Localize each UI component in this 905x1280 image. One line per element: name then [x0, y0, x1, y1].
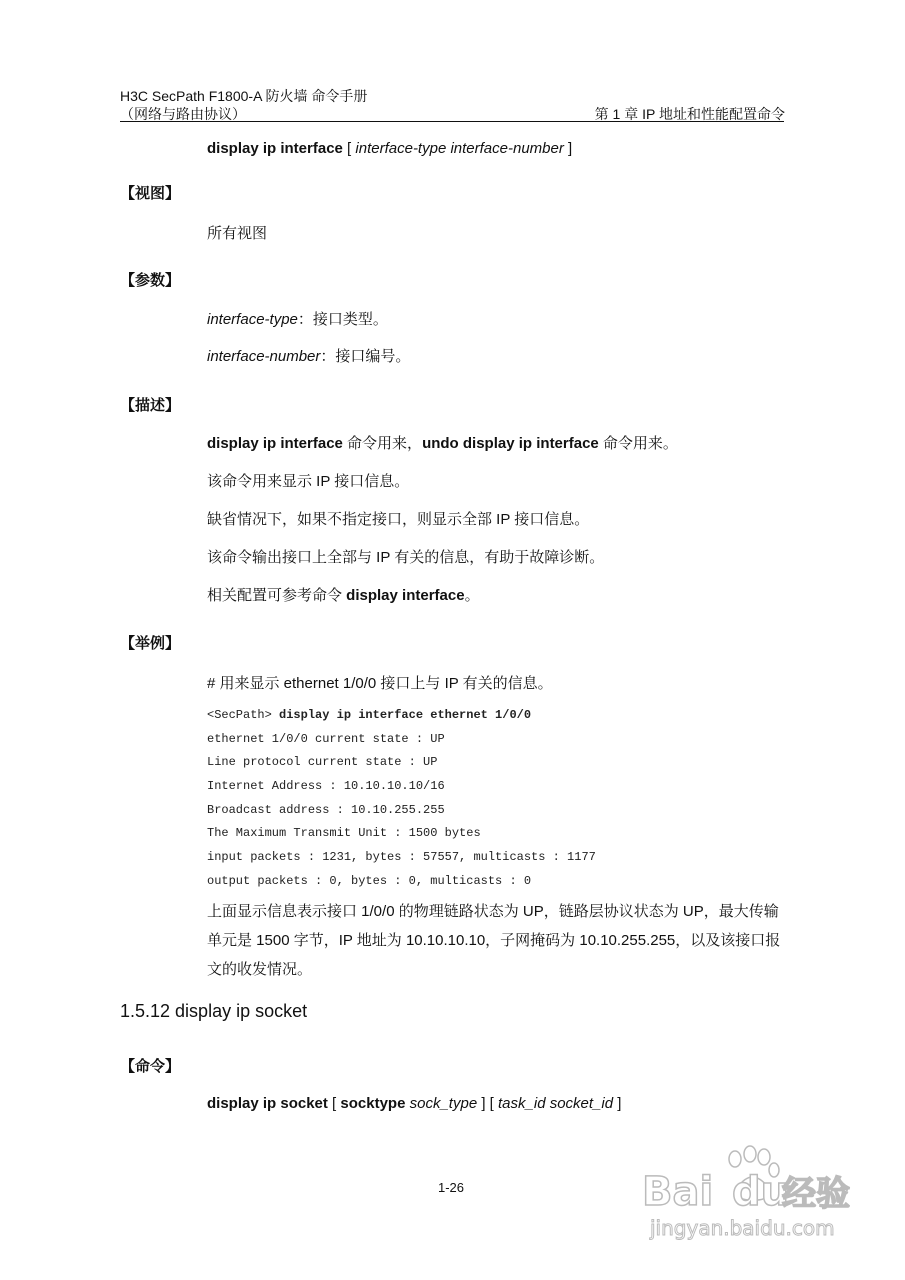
watermark-brand2: du: [732, 1169, 790, 1215]
description-line: 缺省情况下，如果不指定接口，则显示全部 IP 接口信息。: [207, 511, 590, 528]
watermark-url: jingyan.baidu.com: [650, 1216, 835, 1240]
socket-keyword: socktype: [340, 1095, 406, 1112]
code-command: display ip interface ethernet 1/0/0: [271, 708, 532, 722]
syntax-bracket: ] [: [477, 1095, 499, 1112]
view-text: 所有视图: [207, 225, 268, 242]
code-output-line: Line protocol current state : UP: [207, 755, 438, 769]
param-desc: ：接口类型。: [297, 311, 388, 328]
header-title: H3C SecPath F1800-A 防火墙 命令手册: [120, 88, 368, 104]
description-line: 该命令输出接口上全部与 IP 有关的信息，有助于故障诊断。: [207, 549, 605, 566]
description-text: 命令用来，: [342, 435, 423, 452]
syntax-close-bracket: ]: [563, 140, 573, 157]
example-intro: # 用来显示 ethernet 1/0/0 接口上与 IP 有关的信息。: [207, 675, 553, 692]
description-cmd: display interface: [346, 587, 465, 604]
example-explanation: 上面显示信息表示接口 1/0/0 的物理链路状态为 UP，链路层协议状态为 UP，最大传输单元是 1500 字节，IP 地址为 10.10.10.10，子网掩码为 10.10.255.255，以及该接口报文的收发情况。: [207, 903, 781, 978]
socket-syntax: [207, 1094, 621, 1114]
description-text: 命令用来。: [598, 435, 678, 452]
params-heading: 【参数】: [120, 272, 181, 289]
description-cmd: display ip interface: [207, 435, 343, 452]
code-output-line: Broadcast address : 10.10.255.255: [207, 803, 445, 817]
socket-arg: sock_type: [405, 1095, 478, 1112]
description-line: [207, 586, 480, 606]
code-output-line: Internet Address : 10.10.10.10/16: [207, 779, 445, 793]
code-output-line: The Maximum Transmit Unit : 1500 bytes: [207, 826, 481, 840]
socket-arg: task_id socket_id: [498, 1095, 614, 1112]
description-heading: 【描述】: [120, 397, 181, 414]
command-heading: 【命令】: [120, 1058, 181, 1075]
syntax-bracket: [: [327, 1095, 341, 1112]
header-subtitle: （网络与路由协议）: [120, 106, 246, 122]
description-line: 该命令用来显示 IP 接口信息。: [207, 473, 410, 490]
example-heading: 【举例】: [120, 635, 181, 652]
code-output-line: output packets : 0, bytes : 0, multicasts : 0: [207, 874, 532, 888]
param-item: [207, 310, 388, 330]
description-text: 相关配置可参考命令: [207, 587, 347, 604]
description-cmd: undo display ip interface: [422, 435, 599, 452]
subsection-title: 1.5.12 display ip socket: [120, 1001, 308, 1021]
description-text: 。: [464, 587, 480, 604]
header-chapter: 第 1 章 IP 地址和性能配置命令: [594, 106, 785, 122]
param-item: [207, 347, 410, 367]
code-prompt: <SecPath>: [207, 708, 272, 722]
syntax-command: display ip interface: [207, 140, 343, 157]
code-prompt-line: [207, 708, 531, 722]
socket-command: display ip socket: [207, 1095, 328, 1112]
syntax-args: interface-type interface-number: [355, 140, 564, 157]
code-output-line: input packets : 1231, bytes : 57557, multicasts : 1177: [207, 850, 596, 864]
param-name: interface-number: [207, 348, 321, 365]
header-divider: [120, 121, 784, 122]
param-name: interface-type: [207, 311, 298, 328]
watermark-brand: Bai: [642, 1169, 714, 1215]
syntax-bracket: ]: [613, 1095, 622, 1112]
page-number: 1-26: [438, 1180, 465, 1195]
param-desc: ：接口编号。: [320, 348, 411, 365]
view-heading: 【视图】: [120, 185, 181, 202]
baidu-watermark-logo: [640, 1145, 860, 1245]
description-line: [207, 434, 678, 454]
syntax-open-bracket: [: [342, 140, 356, 157]
command-syntax: [207, 139, 572, 159]
code-output-line: ethernet 1/0/0 current state : UP: [207, 732, 445, 746]
watermark-cn: 经验: [782, 1174, 850, 1214]
